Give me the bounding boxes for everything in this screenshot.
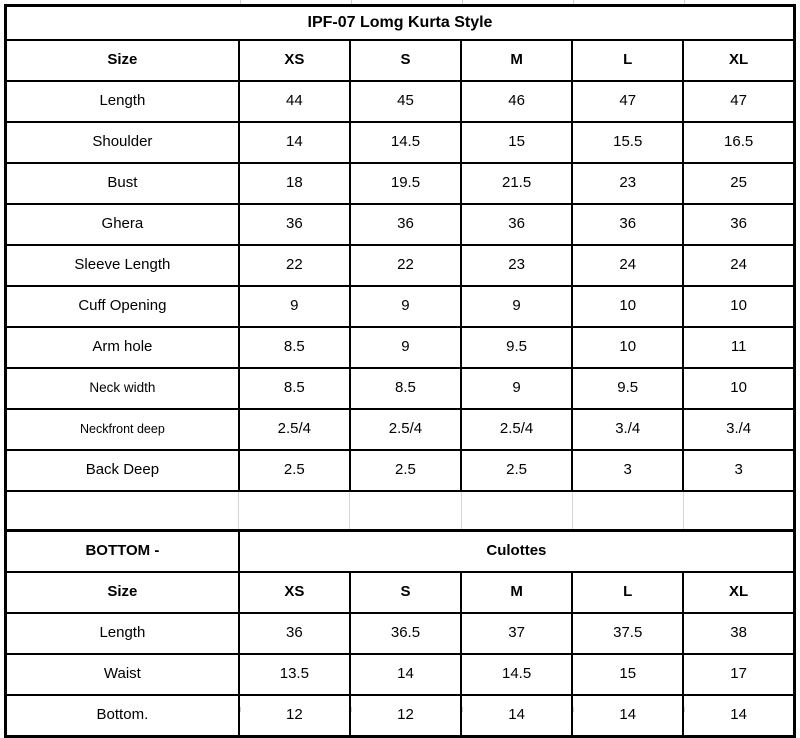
cell-value: 2.5/4 [461, 409, 572, 450]
cell-value: 2.5/4 [350, 409, 461, 450]
cell-value: 9 [461, 368, 572, 409]
row-label: Neckfront deep [6, 409, 239, 450]
size-column-header: S [350, 572, 461, 613]
cell-value: 36 [572, 204, 683, 245]
size-column-header: L [572, 572, 683, 613]
cell-value: 9.5 [461, 327, 572, 368]
size-column-header: M [461, 40, 572, 81]
cell-value: 38 [683, 613, 794, 654]
row-label: Bust [6, 163, 239, 204]
cell-value: 17 [683, 654, 794, 695]
row-label: Neck width [6, 368, 239, 409]
cell-value: 11 [683, 327, 794, 368]
cell-value: 14.5 [350, 122, 461, 163]
cell-value: 15.5 [572, 122, 683, 163]
cell-value: 8.5 [239, 368, 350, 409]
cell-value: 3./4 [572, 409, 683, 450]
cell-value: 15 [461, 122, 572, 163]
table-row [6, 613, 795, 654]
cell-value: 14 [572, 695, 683, 737]
cell-value: 36 [239, 613, 350, 654]
cell-value: 3./4 [683, 409, 794, 450]
cell-value: 46 [461, 81, 572, 122]
size-column-header: XS [239, 572, 350, 613]
cell-value: 37 [461, 613, 572, 654]
table-row [6, 327, 795, 368]
size-column-header: L [572, 40, 683, 81]
cell-value: 2.5 [461, 450, 572, 491]
title-row [6, 6, 795, 41]
table-row [6, 654, 795, 695]
cell-value: 14.5 [461, 654, 572, 695]
bottom-size-header-row [6, 572, 795, 613]
cell-value: 14 [461, 695, 572, 737]
cell-value: 36 [683, 204, 794, 245]
row-label: Sleeve Length [6, 245, 239, 286]
cell-value: 14 [683, 695, 794, 737]
table-row [6, 368, 795, 409]
cell-value: 25 [683, 163, 794, 204]
cell-value: 10 [683, 368, 794, 409]
cell-value: 44 [239, 81, 350, 122]
empty-cell [461, 491, 572, 531]
bottom-section-label: BOTTOM - [6, 531, 239, 573]
cell-value: 36 [461, 204, 572, 245]
size-chart-table [4, 4, 796, 738]
empty-cell [683, 491, 794, 531]
cell-value: 37.5 [572, 613, 683, 654]
cell-value: 8.5 [350, 368, 461, 409]
row-label: Cuff Opening [6, 286, 239, 327]
cell-value: 18 [239, 163, 350, 204]
table-row [6, 695, 795, 737]
cell-value: 3 [572, 450, 683, 491]
row-label: Shoulder [6, 122, 239, 163]
table-row [6, 409, 795, 450]
size-column-header: XL [683, 40, 794, 81]
cell-value: 10 [572, 327, 683, 368]
cell-value: 13.5 [239, 654, 350, 695]
cell-value: 9 [239, 286, 350, 327]
cell-value: 9.5 [572, 368, 683, 409]
cell-value: 23 [572, 163, 683, 204]
cell-value: 23 [461, 245, 572, 286]
cell-value: 2.5 [350, 450, 461, 491]
cell-value: 24 [572, 245, 683, 286]
row-label: Back Deep [6, 450, 239, 491]
cell-value: 47 [572, 81, 683, 122]
row-label: Length [6, 81, 239, 122]
top-size-header-row [6, 40, 795, 81]
size-column-header: XL [683, 572, 794, 613]
cell-value: 21.5 [461, 163, 572, 204]
spacer-row [6, 491, 795, 531]
cell-value: 16.5 [683, 122, 794, 163]
size-column-header: M [461, 572, 572, 613]
table-row [6, 163, 795, 204]
cell-value: 14 [239, 122, 350, 163]
cell-value: 3 [683, 450, 794, 491]
cell-value: 2.5/4 [239, 409, 350, 450]
table-row [6, 81, 795, 122]
empty-cell [6, 491, 239, 531]
table-row [6, 122, 795, 163]
cell-value: 36 [350, 204, 461, 245]
cell-value: 19.5 [350, 163, 461, 204]
cell-value: 22 [239, 245, 350, 286]
cell-value: 22 [350, 245, 461, 286]
cell-value: 15 [572, 654, 683, 695]
row-label: Arm hole [6, 327, 239, 368]
row-header-label: Size [6, 40, 239, 81]
empty-cell [572, 491, 683, 531]
cell-value: 12 [350, 695, 461, 737]
cell-value: 12 [239, 695, 350, 737]
row-label: Length [6, 613, 239, 654]
cell-value: 8.5 [239, 327, 350, 368]
bottom-section-row [6, 531, 795, 573]
cell-value: 9 [350, 286, 461, 327]
cell-value: 36.5 [350, 613, 461, 654]
size-column-header: S [350, 40, 461, 81]
table-row [6, 286, 795, 327]
row-label: Ghera [6, 204, 239, 245]
row-label: Bottom. [6, 695, 239, 737]
empty-cell [239, 491, 350, 531]
cell-value: 14 [350, 654, 461, 695]
cell-value: 10 [572, 286, 683, 327]
cell-value: 24 [683, 245, 794, 286]
table-row [6, 450, 795, 491]
cell-value: 36 [239, 204, 350, 245]
cell-value: 47 [683, 81, 794, 122]
row-label: Waist [6, 654, 239, 695]
cell-value: 10 [683, 286, 794, 327]
cell-value: 9 [350, 327, 461, 368]
empty-cell [350, 491, 461, 531]
bottom-section-value: Culottes [239, 531, 795, 573]
table-row [6, 204, 795, 245]
cell-value: 45 [350, 81, 461, 122]
table-row [6, 245, 795, 286]
cell-value: 9 [461, 286, 572, 327]
cell-value: 2.5 [239, 450, 350, 491]
row-header-label: Size [6, 572, 239, 613]
chart-title: IPF-07 Lomg Kurta Style [6, 6, 795, 41]
size-column-header: XS [239, 40, 350, 81]
